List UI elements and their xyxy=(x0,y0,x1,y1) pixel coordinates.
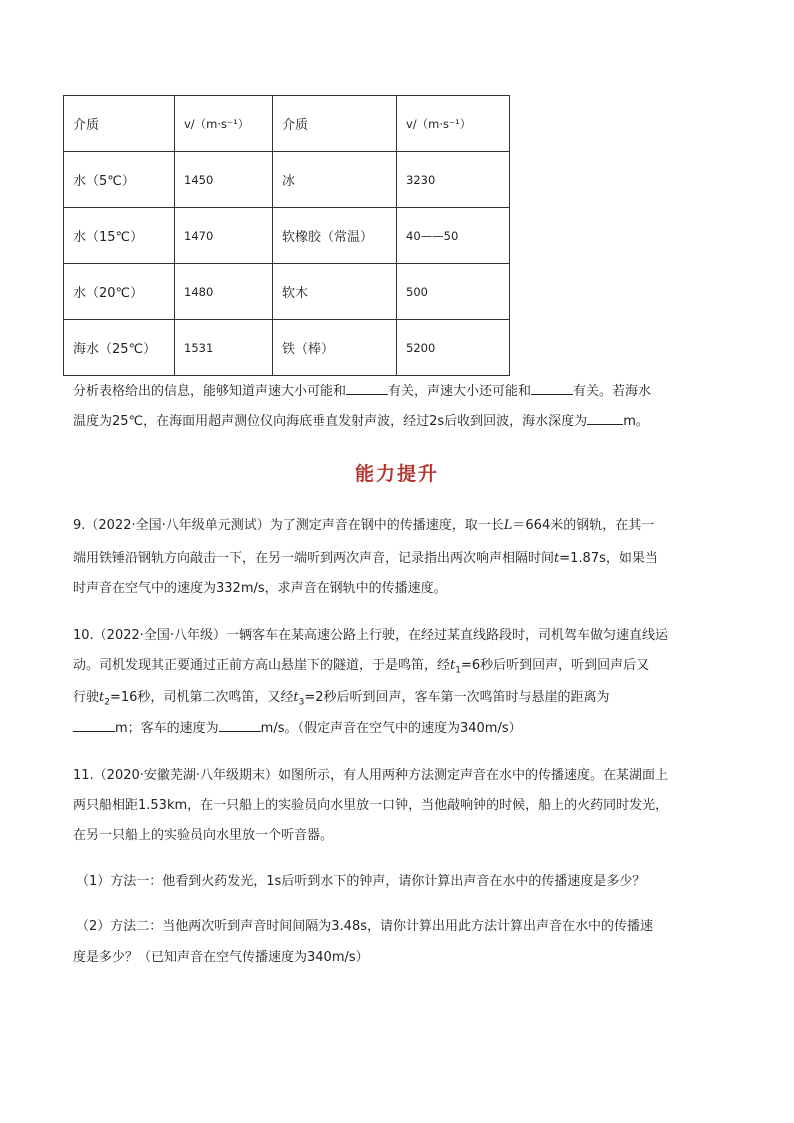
table-cell: 铁（棒） xyxy=(273,320,397,376)
time-subscript: 2 xyxy=(104,697,110,708)
table-cell: 1450 xyxy=(175,152,273,208)
q11-text: 度是多少？（已知声音在空气传播速度为340m/s） xyxy=(73,950,369,965)
q9-text: ＝664米的钢轨，在其一 xyxy=(512,518,655,533)
q10-line-4 xyxy=(73,715,733,743)
time-symbol: t xyxy=(293,690,299,705)
answer-blank[interactable] xyxy=(73,717,115,732)
time-subscript: 1 xyxy=(455,665,461,676)
q10-text: 10.（2022·全国·八年级）一辆客车在某高速公路上行驶，在经过某直线路段时，司机驾车做匀速直线运 xyxy=(73,628,669,643)
table-header-cell: 介质 xyxy=(64,96,175,152)
time-symbol: t xyxy=(450,658,456,673)
q11-text: （1）方法一：他看到火药发光，1s后听到水下的钟声，请你计算出声音在水中的传播速度是多少？ xyxy=(76,874,646,889)
table-row xyxy=(64,152,510,208)
q11-text: （2）方法二：当他两次听到声音时间间隔为3.48s，请你计算出用此方法计算出声音在水中的传播速 xyxy=(76,919,653,934)
table-cell: 冰 xyxy=(273,152,397,208)
table-cell: 水（5℃） xyxy=(64,152,175,208)
q8-text: 温度为25℃，在海面用超声测位仪向海底垂直发射声波，经过2s后收到回波，海水深度为 xyxy=(73,414,588,429)
q8-text: 有关，声速大小还可能和 xyxy=(388,384,532,399)
table-cell: 软木 xyxy=(273,264,397,320)
q10-text: m；客车的速度为 xyxy=(115,721,219,736)
table-row xyxy=(64,320,510,376)
q11-line-1 xyxy=(73,762,733,790)
table-cell: 5200 xyxy=(397,320,510,376)
table-header-row xyxy=(64,96,510,152)
q10-text: m/s。（假定声音在空气中的速度为340m/s） xyxy=(260,721,522,736)
q11-part-2-line-2 xyxy=(73,944,733,972)
time-symbol: t xyxy=(99,690,105,705)
table-row xyxy=(64,264,510,320)
q8-line-2 xyxy=(73,408,733,436)
q9-line-1 xyxy=(73,512,733,540)
q9-text: =1.87s，如果当 xyxy=(559,551,658,566)
q11-text: 在另一只船上的实验员向水里放一个听音器。 xyxy=(73,828,334,843)
table-cell: 水（15℃） xyxy=(64,208,175,264)
table-header-cell: v/（m·s⁻¹） xyxy=(397,96,510,152)
answer-blank[interactable] xyxy=(219,717,261,732)
q8-text: 有关。若海水 xyxy=(573,384,652,399)
table-cell: 软橡胶（常温） xyxy=(273,208,397,264)
q11-text: 11.（2020·安徽芜湖·八年级期末）如图所示，有人用两种方法测定声音在水中的传播速度。在某湖面上 xyxy=(73,768,669,783)
table-cell: 1480 xyxy=(175,264,273,320)
q10-text: 动。司机发现其正要通过正前方高山悬崖下的隧道，于是鸣笛，经 xyxy=(73,658,451,673)
table-cell: 海水（25℃） xyxy=(64,320,175,376)
q9-line-2 xyxy=(73,545,733,573)
time-subscript: 3 xyxy=(298,697,305,708)
answer-blank[interactable] xyxy=(587,410,623,425)
q9-text: 端用铁锤沿钢轨方向敲击一下，在另一端听到两次声音，记录指出两次响声相隔时间 xyxy=(73,551,555,566)
q10-line-2 xyxy=(73,652,733,685)
table-header-cell: 介质 xyxy=(273,96,397,152)
q10-line-3 xyxy=(73,684,733,717)
q8-line-1 xyxy=(73,378,733,406)
answer-blank[interactable] xyxy=(346,380,388,395)
q11-part-2-line-1 xyxy=(76,913,736,941)
q10-text: =16秒，司机第二次鸣笛，又经 xyxy=(109,690,294,705)
q10-text: 行驶 xyxy=(73,690,100,705)
table-cell: 500 xyxy=(397,264,510,320)
table-header-cell: v/（m·s⁻¹） xyxy=(175,96,273,152)
q11-text: 两只船相距1.53km，在一只船上的实验员向水里放一口钟，当他敲响钟的时候，船上的火药同时发光， xyxy=(73,798,669,813)
q11-line-2 xyxy=(73,792,733,820)
answer-blank[interactable] xyxy=(531,380,573,395)
length-symbol: L xyxy=(503,518,513,533)
sound-speed-table xyxy=(63,95,510,376)
q9-line-3 xyxy=(73,575,733,603)
q9-text: 时声音在空气中的速度为332m/s，求声音在钢轨中的传播速度。 xyxy=(73,581,447,596)
q11-line-3 xyxy=(73,822,733,850)
table-cell: 1470 xyxy=(175,208,273,264)
q10-text: =6秒后听到回声，听到回声后又 xyxy=(460,658,650,673)
q9-text: 9.（2022·全国·八年级单元测试）为了测定声音在钢中的传播速度，取一长 xyxy=(73,518,504,533)
section-title: 能力提升 xyxy=(354,463,439,485)
table-cell: 40——50 xyxy=(397,208,510,264)
table-cell: 3230 xyxy=(397,152,510,208)
q10-line-1 xyxy=(73,622,733,650)
q11-part-1 xyxy=(76,868,736,896)
table-cell: 1531 xyxy=(175,320,273,376)
time-symbol: t xyxy=(554,551,560,566)
table-row xyxy=(64,208,510,264)
table-cell: 水（20℃） xyxy=(64,264,175,320)
q8-text: m。 xyxy=(623,414,649,429)
q8-text: 分析表格给出的信息，能够知道声速大小可能和 xyxy=(73,384,347,399)
q10-text: =2秒后听到回声，客车第一次鸣笛时与悬崖的距离为 xyxy=(304,690,610,705)
